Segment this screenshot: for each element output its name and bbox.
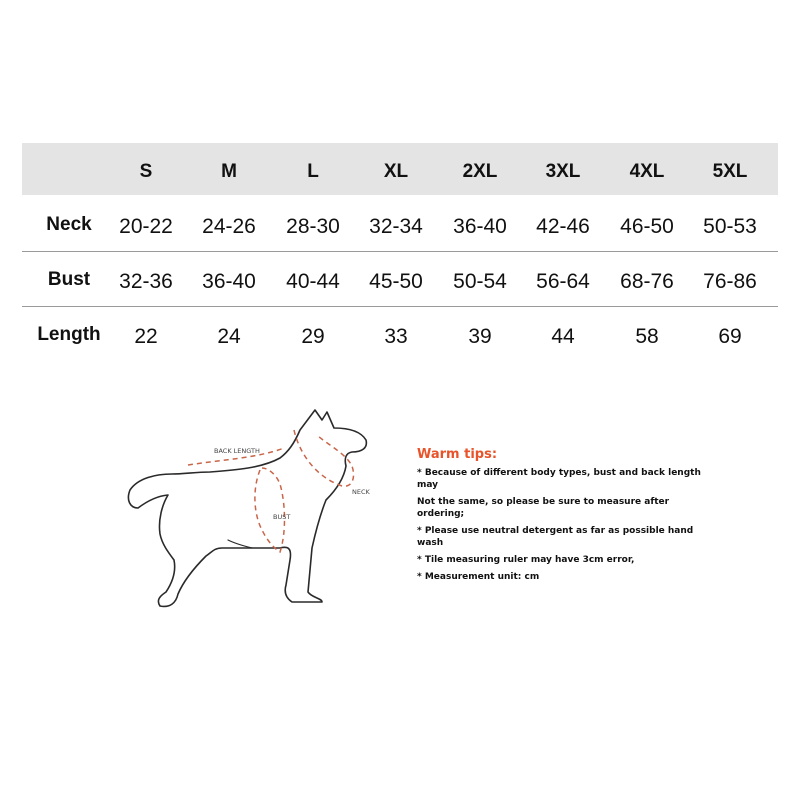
table-cell: 40-44: [286, 270, 340, 293]
table-cell: 42-46: [536, 215, 590, 238]
bust-label: BUST: [273, 513, 291, 521]
size-chart-table: [22, 143, 778, 361]
tip-line: Not the same, so please be sure to measure after ordering;: [417, 497, 670, 519]
row-label-neck: Neck: [46, 214, 92, 235]
table-cell: 32-36: [119, 270, 173, 293]
dog-measurement-diagram: [118, 398, 380, 613]
size-header-cell: 2XL: [462, 161, 498, 182]
size-header-cell: 5XL: [712, 161, 748, 182]
table-cell: 33: [384, 325, 408, 348]
tip-line: * Measurement unit: cm: [417, 572, 540, 582]
table-cell: 45-50: [369, 270, 423, 293]
neck-label: NECK: [352, 488, 370, 496]
warm-tips-title: Warm tips:: [417, 447, 498, 462]
bust-row: [22, 254, 778, 307]
table-cell: 32-34: [369, 215, 423, 238]
table-cell: 39: [468, 325, 492, 348]
warm-tips: [417, 447, 707, 588]
table-cell: 76-86: [703, 270, 757, 293]
row-label-length: Length: [37, 324, 101, 345]
table-cell: 44: [551, 325, 575, 348]
table-cell: 46-50: [620, 215, 674, 238]
size-header-row: [22, 143, 778, 195]
table-cell: 50-54: [453, 270, 507, 293]
table-cell: 36-40: [202, 270, 256, 293]
neck-row: [22, 199, 778, 252]
measure-lines: [188, 430, 354, 552]
size-header-cell: M: [221, 161, 237, 182]
table-cell: 68-76: [620, 270, 674, 293]
back-length-label: BACK LENGTH: [214, 447, 260, 455]
size-header-cell: L: [307, 161, 319, 182]
table-cell: 24: [217, 325, 241, 348]
tip-line: * Tile measuring ruler may have 3cm error,: [417, 555, 635, 565]
table-cell: 22: [134, 325, 158, 348]
size-header-cell: S: [139, 161, 153, 182]
table-cell: 24-26: [202, 215, 256, 238]
row-label-bust: Bust: [47, 269, 91, 290]
table-cell: 69: [718, 325, 742, 348]
table-cell: 58: [635, 325, 659, 348]
table-cell: 29: [301, 325, 325, 348]
table-cell: 28-30: [286, 215, 340, 238]
bust-loop: [255, 468, 285, 552]
size-header-cell: XL: [383, 161, 409, 182]
size-header-cell: 4XL: [629, 161, 665, 182]
table-cell: 56-64: [536, 270, 590, 293]
dog-outline: [128, 410, 366, 606]
neck-loop: [294, 430, 354, 486]
tip-line: * Because of different body types, bust and back length may: [417, 468, 701, 490]
size-header-cell: 3XL: [545, 161, 581, 182]
table-cell: 20-22: [119, 215, 173, 238]
table-cell: 36-40: [453, 215, 507, 238]
length-row: [22, 309, 778, 361]
tip-line: * Please use neutral detergent as far as possible hand wash: [417, 526, 694, 548]
table-cell: 50-53: [703, 215, 757, 238]
